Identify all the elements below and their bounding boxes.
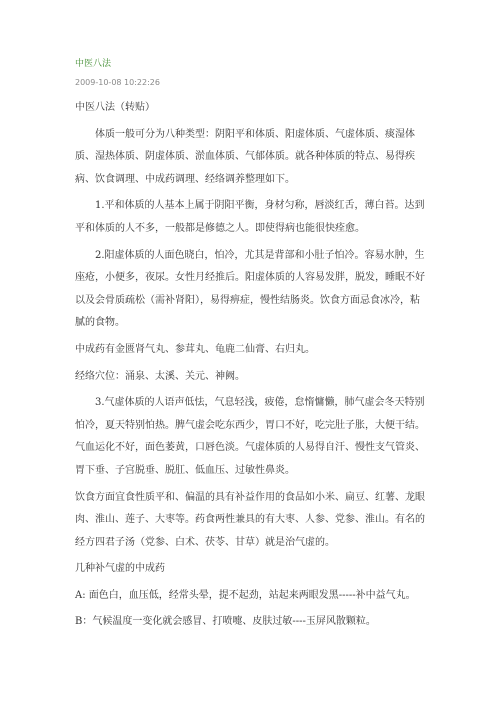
yang-deficiency-paragraph: 2.阳虚体质的人面色晓白，怕冷，尤其是背部和小肚子怕冷。容易水肿，生座疮，小便多，夜尿。女性月经推后。阳虚体质的人容易发胖，脱发，睡眠不好以及会骨质疏松（需补肾阳），易得痹症，慢性结肠炎。饮食方面忌食冰冷，粘腻的食物。: [75, 249, 425, 329]
article-heading: 中医八法（转贴）: [75, 102, 155, 113]
yang-medicine-paragraph: 中成药有金匮肾气丸、参茸丸、龟鹿二仙膏、右归丸。: [75, 343, 315, 355]
post-title-link[interactable]: 中医八法: [75, 59, 112, 69]
qi-deficiency-paragraph: 3.气虚体质的人语声低怯，气息轻浅，疲倦，怠惰慵懒，肺气虚会冬天特别怕冷，夏天特别怕热。脾气虚会吃东西少，胃口不好，吃完肚子胀，大便干结。气血运化不好，面色萎黄，口唇色淡。气虚体质的人易得自汗、慢性支气管炎、胃下垂、子宫脱垂、脱肛、低血压、过敏性鼻炎。: [75, 397, 425, 476]
balanced-constitution-paragraph: 1.平和体质的人基本上属于阴阳平衡，身材匀称，唇淡红舌，薄白苔。达到平和体质的人不多，一般都是修德之人。即使得病也能很快痊愈。: [75, 200, 425, 234]
qi-medicine-heading: 几种补气虚的中成药: [75, 563, 165, 575]
intro-paragraph: 体质一般可分为八种类型：阴阳平和体质、阳虚体质、气虚体质、痰湿体质、湿热体质、阴虚体质、淤血体质、气郁体质。就各种体质的特点、易得疾病、饮食调理、中成药调理、经络调养整理如下。: [75, 128, 415, 185]
qi-diet-paragraph: 饮食方面宜食性质平和、偏温的具有补益作用的食品如小米、扁豆、红薯、龙眼肉、淮山、莲子、大枣等。药食两性兼具的有大枣、人参、党参、淮山。有名的经方四君子汤（党参、白术、茯苓、甘草）就是治气虚的。: [75, 491, 425, 548]
post-timestamp: 2009-10-08 10:22:26: [75, 78, 160, 87]
post-body: [75, 97, 429, 638]
qi-medicine-item-a: A: 面色白，血压低，经常头晕，提不起劲，站起来两眼发黑-----补中益气丸。: [75, 589, 416, 601]
qi-medicine-item-b: B：气候温度一变化就会感冒、打喷嚏、皮肤过敏----玉屏风散颗粒。: [75, 616, 376, 628]
yang-acupoints-paragraph: 经络穴位：涌泉、太溪、关元、神阙。: [75, 370, 245, 382]
